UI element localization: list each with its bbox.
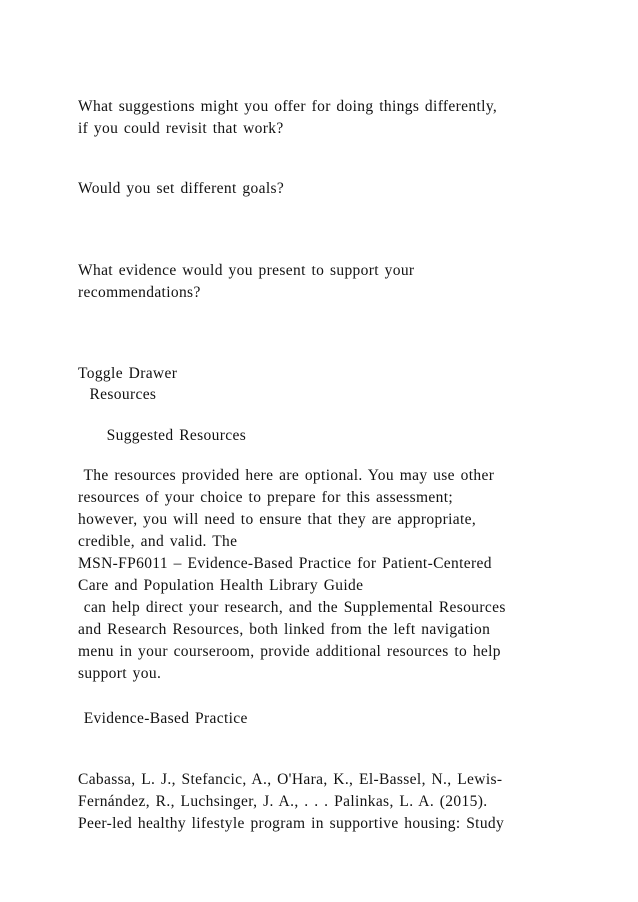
intro-line-7: can help direct your research, and the Supplemental Resources [78,599,506,616]
citation-line-3: Peer-led healthy lifestyle program in supportive housing: Study [78,815,505,832]
intro-line-10: support you. [78,665,162,682]
resources-label: Resources [78,386,157,403]
suggested-resources-heading: Suggested Resources [78,427,247,444]
intro-line-1: The resources provided here are optional. You may use other [78,467,495,484]
citation-line-1: Cabassa, L. J., Stefancic, A., O'Hara, K., El-Bassel, N., Lewis- [78,771,503,788]
intro-line-2: resources of your choice to prepare for this assessment; [78,489,454,506]
toggle-drawer-label: Toggle Drawer [78,365,178,382]
question-3-line-1: What evidence would you present to support your [78,262,415,279]
intro-line-8: and Research Resources, both linked from the left navigation [78,621,491,638]
intro-line-5: MSN-FP6011 – Evidence-Based Practice for Patient-Centered [78,555,492,572]
intro-line-4: credible, and valid. The [78,533,238,550]
intro-line-9: menu in your courseroom, provide additional resources to help [78,643,501,660]
question-1-line-2: if you could revisit that work? [78,120,284,137]
question-1-line-1: What suggestions might you offer for doing things differently, [78,98,498,115]
evidence-based-practice-heading: Evidence-Based Practice [78,710,248,727]
intro-line-3: however, you will need to ensure that they are appropriate, [78,511,477,528]
question-2-line-1: Would you set different goals? [78,180,285,197]
intro-line-6: Care and Population Health Library Guide [78,577,364,594]
question-3-line-2: recommendations? [78,284,201,301]
citation-line-2: Fernández, R., Luchsinger, J. A., . . . Palinkas, L. A. (2015). [78,793,488,810]
